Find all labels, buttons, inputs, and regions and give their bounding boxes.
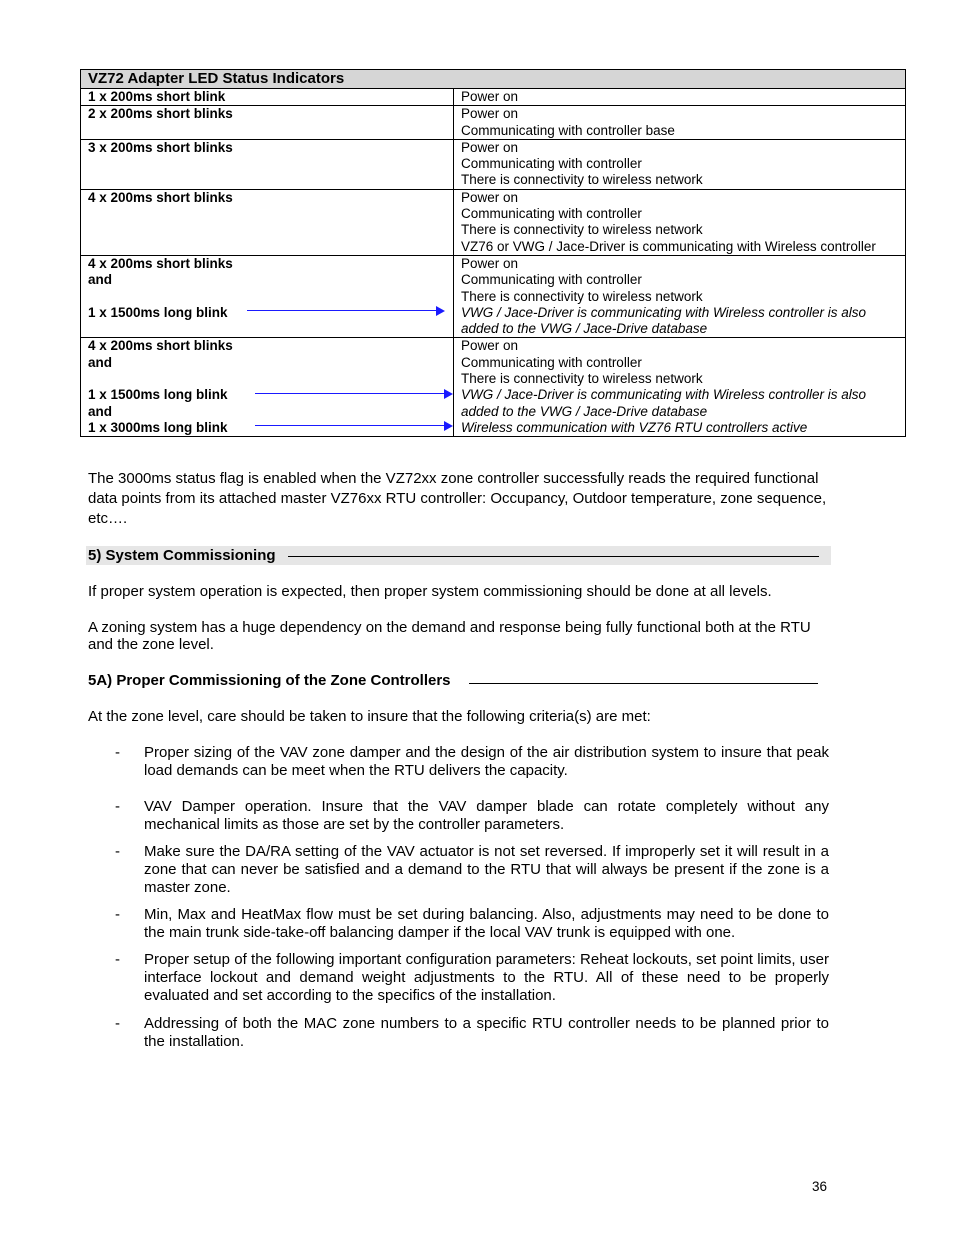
subsection-rule bbox=[469, 683, 818, 684]
status-line: There is connectivity to wireless network bbox=[461, 371, 703, 387]
table-row bbox=[81, 338, 906, 437]
status-meaning-cell bbox=[454, 89, 906, 106]
bullet-dash: - bbox=[115, 951, 120, 968]
blink-pattern-line: 1 x 200ms short blink bbox=[88, 89, 226, 104]
status-line: There is connectivity to wireless network bbox=[461, 288, 703, 304]
status-line: added to the VWG / Jace-Drive database bbox=[461, 403, 708, 419]
status-line: Power on bbox=[461, 89, 519, 104]
subsection-header bbox=[88, 672, 828, 690]
blink-pattern-line: and bbox=[88, 272, 113, 288]
bullet-dash: - bbox=[115, 843, 120, 860]
list-item-text: Proper sizing of the VAV zone damper and the design of the air distribution system to insure that peak load demands can be meet when the RTU delivers the capacity. bbox=[144, 744, 829, 779]
arrow-right-icon bbox=[255, 421, 453, 431]
status-meaning-cell bbox=[454, 139, 906, 189]
blink-pattern-cell bbox=[81, 106, 454, 140]
section-title: 5) System Commissioning bbox=[88, 547, 276, 564]
status-line: Communicating with controller bbox=[461, 206, 642, 222]
list-item-text: Proper setup of the following important configuration parameters: Reheat lockouts, set point limits, user interface lockout and demand weight adjustments to the RTU. All of these need to be properly evaluated and set according to the specifics of the installation. bbox=[144, 951, 829, 1004]
arrow-right-icon bbox=[247, 306, 445, 316]
status-line: There is connectivity to wireless network bbox=[461, 222, 703, 238]
blink-pattern-cell bbox=[81, 189, 454, 255]
status-line: Power on bbox=[461, 189, 519, 205]
status-line: Communicating with controller bbox=[461, 156, 642, 172]
blink-pattern-cell bbox=[81, 89, 454, 106]
status-line: Communicating with controller base bbox=[461, 122, 675, 138]
blink-pattern-cell bbox=[81, 255, 454, 337]
list-item-text: Make sure the DA/RA setting of the VAV actuator is not set reversed. If improperly set it will result in a zone that can never be satisfied and a demand to the RTU that will always be present if the zone is a master zone. bbox=[144, 843, 829, 896]
bullet-dash: - bbox=[115, 906, 120, 923]
paragraph-3000ms-flag: The 3000ms status flag is enabled when the VZ72xx zone controller successfully reads the required functional data points from its attached master VZ76xx RTU controller: Occupancy, Outdoor temperature, zone sequence, etc…. bbox=[88, 470, 827, 527]
blink-pattern-line: and bbox=[88, 403, 113, 419]
blink-pattern-line: 3 x 200ms short blinks bbox=[88, 139, 233, 155]
status-line: Power on bbox=[461, 106, 519, 122]
blink-pattern-line bbox=[88, 289, 453, 305]
table-row bbox=[81, 255, 906, 337]
table-row bbox=[81, 139, 906, 189]
blink-pattern-cell bbox=[81, 139, 454, 189]
blink-pattern-line: 1 x 3000ms long blink bbox=[88, 419, 228, 435]
status-line: VZ76 or VWG / Jace-Driver is communicating with Wireless controller bbox=[461, 238, 876, 254]
page-number: 36 bbox=[812, 1179, 828, 1194]
blink-pattern-line: 2 x 200ms short blinks bbox=[88, 106, 233, 122]
status-line: VWG / Jace-Driver is communicating with Wireless controller is also bbox=[461, 387, 866, 403]
led-status-table bbox=[80, 69, 906, 437]
list-item-text: Addressing of both the MAC zone numbers to a specific RTU controller needs to be planned prior to the installation. bbox=[144, 1015, 829, 1050]
blink-pattern-line bbox=[88, 371, 453, 387]
status-line: VWG / Jace-Driver is communicating with Wireless controller is also bbox=[461, 304, 866, 320]
paragraph-criteria: At the zone level, care should be taken to insure that the following criteria(s) are met: bbox=[88, 708, 651, 725]
table-row bbox=[81, 106, 906, 140]
paragraph-zoning: A zoning system has a huge dependency on the demand and response being fully functional both at the RTU and the zone level. bbox=[88, 619, 811, 653]
bullet-dash: - bbox=[115, 798, 120, 815]
paragraph-commissioning: If proper system operation is expected, then proper system commissioning should be done at all levels. bbox=[88, 583, 772, 600]
blink-pattern-line: 4 x 200ms short blinks bbox=[88, 338, 233, 354]
status-line: Wireless communication with VZ76 RTU controllers active bbox=[461, 419, 808, 435]
bullet-dash: - bbox=[115, 1015, 120, 1032]
status-meaning-cell bbox=[454, 255, 906, 337]
table-row bbox=[81, 189, 906, 255]
status-meaning-cell bbox=[454, 189, 906, 255]
status-line: Communicating with controller bbox=[461, 272, 642, 288]
blink-pattern-line: and bbox=[88, 354, 113, 370]
list-item-text: VAV Damper operation. Insure that the VAV damper blade can rotate completely without any mechanical limits as those are set by the controller parameters. bbox=[144, 798, 829, 833]
status-line: Power on bbox=[461, 139, 519, 155]
bullet-dash: - bbox=[115, 744, 120, 761]
table-header-row bbox=[81, 70, 906, 89]
list-item-text: Min, Max and HeatMax flow must be set during balancing. Also, adjustments may need to be done to the main trunk side-take-off balancing damper if the local VAV trunk is equipped with one. bbox=[144, 906, 829, 941]
table-title: VZ72 Adapter LED Status Indicators bbox=[81, 70, 906, 89]
status-line: Communicating with controller bbox=[461, 354, 642, 370]
status-meaning-cell bbox=[454, 106, 906, 140]
blink-pattern-line: 4 x 200ms short blinks bbox=[88, 189, 233, 205]
blink-pattern-line: 4 x 200ms short blinks bbox=[88, 255, 233, 271]
table-row bbox=[81, 89, 906, 106]
status-meaning-cell bbox=[454, 338, 906, 437]
blink-pattern-line: 1 x 1500ms long blink bbox=[88, 304, 228, 320]
blink-pattern-cell bbox=[81, 338, 454, 437]
section-header bbox=[86, 546, 831, 565]
arrow-right-icon bbox=[255, 389, 453, 399]
subsection-title: 5A) Proper Commissioning of the Zone Controllers bbox=[88, 672, 451, 689]
status-line: Power on bbox=[461, 338, 519, 354]
blink-pattern-line: 1 x 1500ms long blink bbox=[88, 387, 228, 403]
section-rule bbox=[288, 556, 819, 557]
status-line: Power on bbox=[461, 255, 519, 271]
status-line: added to the VWG / Jace-Drive database bbox=[461, 321, 708, 337]
status-line: There is connectivity to wireless network bbox=[461, 172, 703, 188]
